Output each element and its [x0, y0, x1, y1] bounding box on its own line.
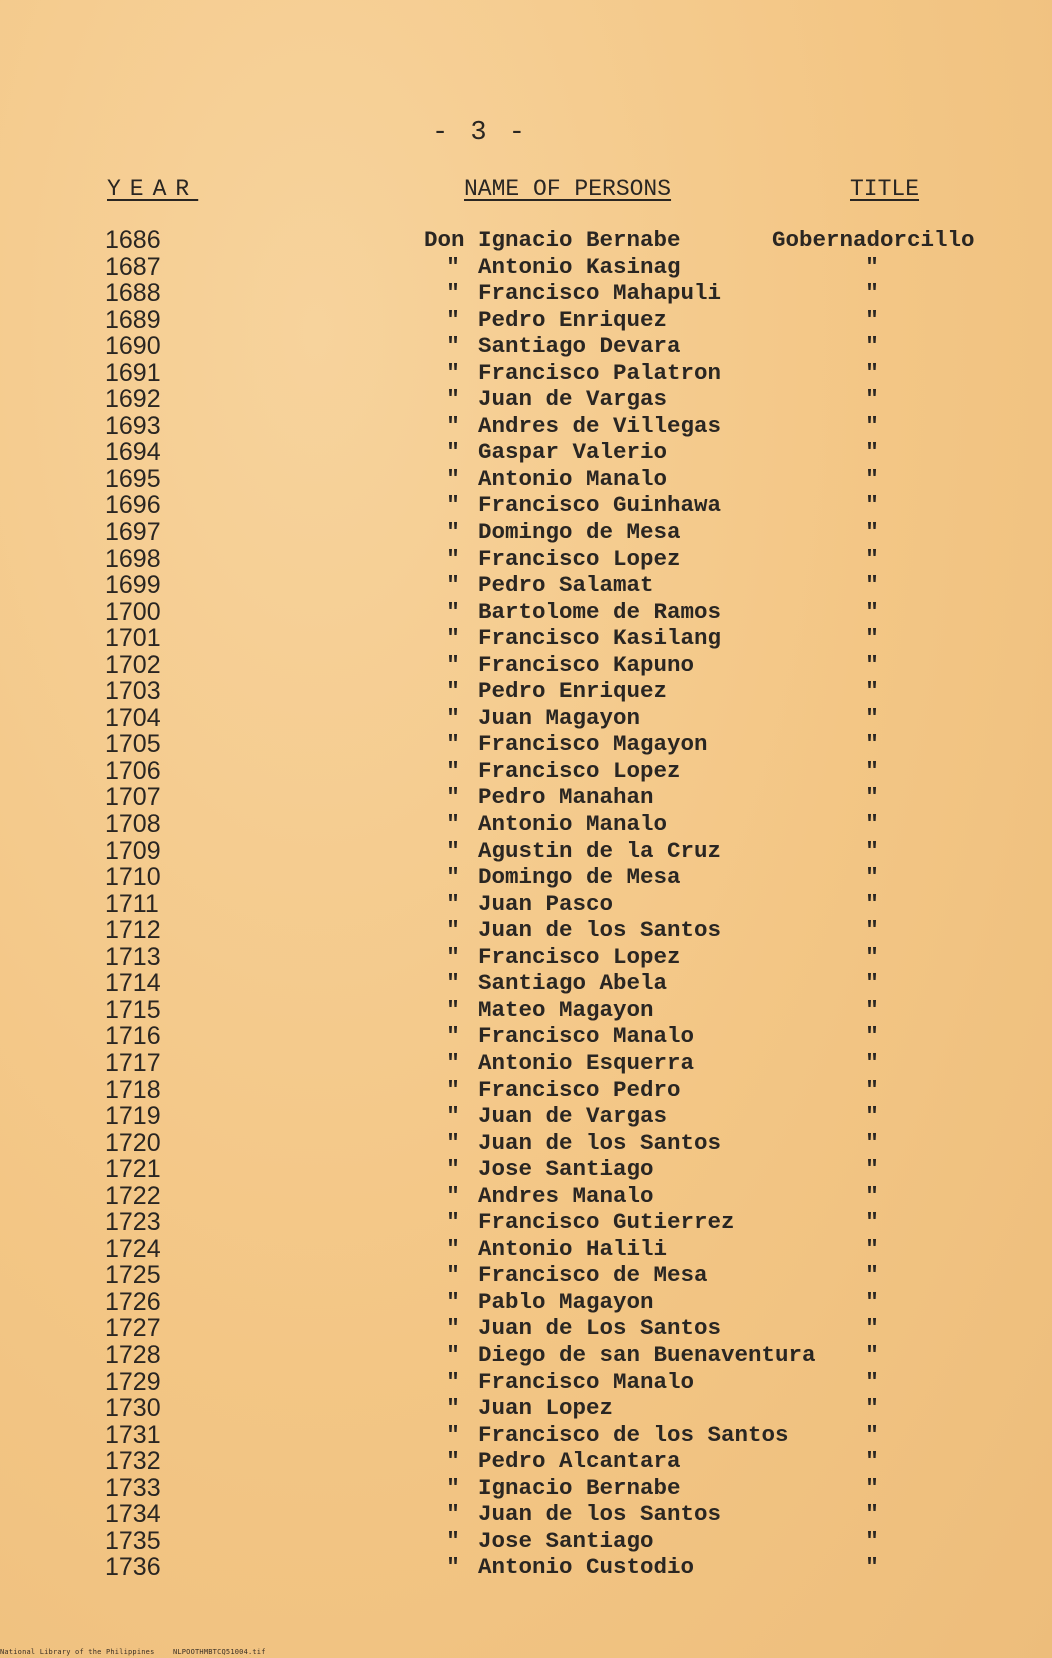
title-cell: ": [865, 651, 879, 678]
year-cell: 1718: [105, 1075, 161, 1104]
title-cell: ": [865, 1421, 879, 1448]
list-item: [0, 1554, 1052, 1581]
year-cell: 1712: [105, 916, 161, 945]
prefix-cell: ": [446, 1103, 460, 1130]
prefix-cell: ": [446, 811, 460, 838]
year-cell: 1703: [105, 677, 161, 706]
year-cell: 1688: [105, 279, 161, 308]
list-item: [0, 572, 1052, 599]
prefix-cell: ": [446, 996, 460, 1023]
list-item: [0, 997, 1052, 1024]
prefix-cell: ": [446, 917, 460, 944]
person-name: Agustin de la Cruz: [478, 837, 722, 864]
prefix-cell: ": [446, 280, 460, 307]
person-name: Francisco Lopez: [478, 545, 681, 572]
title-cell: ": [865, 280, 879, 307]
year-cell: 1729: [105, 1367, 161, 1396]
person-name: Jose Santiago: [478, 1527, 654, 1554]
person-name: Juan Lopez: [478, 1395, 614, 1422]
year-cell: 1700: [105, 597, 161, 626]
title-cell: ": [865, 731, 879, 758]
person-name: Pedro Enriquez: [478, 306, 668, 333]
year-cell: 1732: [105, 1447, 161, 1476]
title-cell: ": [865, 333, 879, 360]
title-cell: ": [865, 1129, 879, 1156]
list-item: [0, 492, 1052, 519]
year-cell: 1691: [105, 358, 161, 387]
year-column-header: YEAR: [107, 176, 199, 202]
person-name: Jose Santiago: [478, 1156, 654, 1183]
year-cell: 1717: [105, 1048, 161, 1077]
title-cell: ": [865, 492, 879, 519]
year-cell: 1728: [105, 1340, 161, 1369]
person-name: Francisco Palatron: [478, 359, 722, 386]
list-item: [0, 386, 1052, 413]
title-cell: ": [865, 519, 879, 546]
prefix-cell: ": [446, 1421, 460, 1448]
title-cell: ": [865, 996, 879, 1023]
year-cell: 1727: [105, 1314, 161, 1343]
prefix-cell: ": [446, 386, 460, 413]
title-cell: ": [865, 1103, 879, 1130]
prefix-cell: ": [446, 704, 460, 731]
person-name: Pablo Magayon: [478, 1288, 654, 1315]
year-cell: 1721: [105, 1155, 161, 1184]
list-item: [0, 439, 1052, 466]
year-cell: 1697: [105, 518, 161, 547]
list-item: [0, 254, 1052, 281]
title-cell: ": [865, 1395, 879, 1422]
year-cell: 1701: [105, 624, 161, 653]
year-cell: 1686: [105, 226, 161, 254]
prefix-cell: ": [446, 1235, 460, 1262]
officials-list: [0, 227, 1052, 1581]
year-cell: 1734: [105, 1500, 161, 1529]
person-name: Domingo de Mesa: [478, 519, 681, 546]
title-cell: ": [865, 1156, 879, 1183]
title-cell: ": [865, 439, 879, 466]
list-item: [0, 227, 1052, 254]
person-name: Antonio Halili: [478, 1235, 668, 1262]
prefix-cell: ": [446, 333, 460, 360]
title-cell: ": [865, 545, 879, 572]
year-cell: 1736: [105, 1553, 161, 1582]
title-cell: ": [865, 837, 879, 864]
list-item: [0, 1183, 1052, 1210]
year-cell: 1730: [105, 1394, 161, 1423]
year-cell: 1722: [105, 1181, 161, 1210]
list-item: [0, 519, 1052, 546]
list-item: [0, 944, 1052, 971]
person-name: Francisco Magayon: [478, 731, 708, 758]
list-item: [0, 917, 1052, 944]
person-name: Antonio Custodio: [478, 1554, 695, 1581]
person-name: Diego de san Buenaventura: [478, 1341, 816, 1368]
list-item: [0, 811, 1052, 838]
title-cell: ": [865, 784, 879, 811]
person-name: Antonio Esquerra: [478, 1049, 695, 1076]
list-item: [0, 838, 1052, 865]
year-cell: 1710: [105, 863, 161, 892]
prefix-cell: ": [446, 890, 460, 917]
title-cell: ": [865, 412, 879, 439]
person-name: Domingo de Mesa: [478, 864, 681, 891]
prefix-cell: ": [446, 784, 460, 811]
prefix-cell: ": [446, 1527, 460, 1554]
title-cell: ": [865, 1288, 879, 1315]
prefix-cell: ": [446, 1448, 460, 1475]
person-name: Francisco Lopez: [478, 943, 681, 970]
title-column-header: TITLE: [850, 176, 920, 202]
title-cell: ": [865, 572, 879, 599]
list-item: [0, 1422, 1052, 1449]
list-item: [0, 1448, 1052, 1475]
person-name: Francisco de los Santos: [478, 1421, 789, 1448]
list-item: [0, 864, 1052, 891]
list-item: [0, 784, 1052, 811]
person-name: Francisco Manalo: [478, 1023, 695, 1050]
prefix-cell: ": [446, 1129, 460, 1156]
person-name: Juan de los Santos: [478, 1129, 722, 1156]
year-cell: 1713: [105, 942, 161, 971]
prefix-cell: ": [446, 625, 460, 652]
list-item: [0, 970, 1052, 997]
title-cell: ": [865, 386, 879, 413]
list-item: [0, 1369, 1052, 1396]
footer-library: National Library of the Philippines: [0, 1648, 155, 1656]
prefix-cell: ": [446, 1315, 460, 1342]
prefix-cell: ": [446, 1288, 460, 1315]
prefix-cell: ": [446, 359, 460, 386]
year-cell: 1704: [105, 703, 161, 732]
title-cell: ": [865, 1501, 879, 1528]
person-name: Francisco Guinhawa: [478, 492, 722, 519]
title-cell: ": [865, 1474, 879, 1501]
list-item: [0, 705, 1052, 732]
year-cell: 1708: [105, 810, 161, 839]
footer-file: NLPOOTHMBTCQ51004.tif: [172, 1648, 266, 1656]
title-cell: ": [865, 1262, 879, 1289]
year-cell: 1702: [105, 650, 161, 679]
list-item: [0, 1475, 1052, 1502]
prefix-cell: ": [446, 598, 460, 625]
list-item: [0, 1262, 1052, 1289]
year-cell: 1694: [105, 438, 161, 467]
year-cell: 1690: [105, 332, 161, 361]
person-name: Mateo Magayon: [478, 996, 654, 1023]
title-cell: ": [865, 1527, 879, 1554]
prefix-cell: ": [446, 572, 460, 599]
list-item: [0, 678, 1052, 705]
year-cell: 1693: [105, 411, 161, 440]
prefix-cell: ": [446, 439, 460, 466]
list-item: [0, 758, 1052, 785]
year-cell: 1709: [105, 836, 161, 865]
person-name: Juan de Los Santos: [478, 1315, 722, 1342]
list-item: [0, 1528, 1052, 1555]
list-item: [0, 333, 1052, 360]
prefix-cell: ": [446, 1395, 460, 1422]
scan-footer: [0, 1648, 280, 1656]
person-name: Francisco Gutierrez: [478, 1209, 735, 1236]
person-name: Juan Magayon: [478, 704, 641, 731]
year-cell: 1699: [105, 571, 161, 600]
person-name: Santiago Abela: [478, 970, 668, 997]
person-name: Francisco Mahapuli: [478, 280, 722, 307]
title-cell: ": [865, 1023, 879, 1050]
year-cell: 1706: [105, 756, 161, 785]
person-name: Antonio Manalo: [478, 465, 668, 492]
list-item: [0, 280, 1052, 307]
list-item: [0, 1315, 1052, 1342]
prefix-cell: ": [446, 1501, 460, 1528]
title-cell: Gobernadorcillo: [772, 227, 975, 253]
list-item: [0, 1342, 1052, 1369]
person-name: Francisco Kapuno: [478, 651, 695, 678]
title-cell: ": [865, 1315, 879, 1342]
title-cell: ": [865, 359, 879, 386]
person-name: Francisco Kasilang: [478, 625, 722, 652]
person-name: Pedro Alcantara: [478, 1448, 681, 1475]
person-name: Andres Manalo: [478, 1182, 654, 1209]
title-cell: ": [865, 1235, 879, 1262]
person-name: Ignacio Bernabe: [478, 227, 681, 253]
person-name: Pedro Enriquez: [478, 678, 668, 705]
title-cell: ": [865, 864, 879, 891]
page-number: - 3 -: [431, 118, 528, 148]
prefix-cell: ": [446, 545, 460, 572]
person-name: Pedro Salamat: [478, 572, 654, 599]
title-cell: ": [865, 917, 879, 944]
title-cell: ": [865, 1209, 879, 1236]
title-cell: ": [865, 465, 879, 492]
year-cell: 1696: [105, 491, 161, 520]
person-name: Francisco Lopez: [478, 757, 681, 784]
year-cell: 1719: [105, 1102, 161, 1131]
title-cell: ": [865, 943, 879, 970]
person-name: Antonio Manalo: [478, 811, 668, 838]
year-cell: 1687: [105, 252, 161, 281]
year-cell: 1720: [105, 1128, 161, 1157]
list-item: [0, 546, 1052, 573]
list-item: [0, 1236, 1052, 1263]
title-cell: ": [865, 598, 879, 625]
prefix-cell: ": [446, 837, 460, 864]
year-cell: 1735: [105, 1526, 161, 1555]
list-item: [0, 1023, 1052, 1050]
list-item: [0, 891, 1052, 918]
list-item: [0, 731, 1052, 758]
prefix-cell: ": [446, 253, 460, 280]
year-cell: 1715: [105, 995, 161, 1024]
year-cell: 1723: [105, 1208, 161, 1237]
title-cell: ": [865, 1448, 879, 1475]
year-cell: 1731: [105, 1420, 161, 1449]
prefix-cell: ": [446, 1182, 460, 1209]
title-cell: ": [865, 811, 879, 838]
list-item: [0, 1209, 1052, 1236]
year-cell: 1726: [105, 1287, 161, 1316]
prefix-cell: ": [446, 519, 460, 546]
prefix-cell: ": [446, 465, 460, 492]
year-cell: 1689: [105, 305, 161, 334]
person-name: Juan Pasco: [478, 890, 614, 917]
person-name: Francisco de Mesa: [478, 1262, 708, 1289]
list-item: [0, 1050, 1052, 1077]
year-cell: 1725: [105, 1261, 161, 1290]
list-item: [0, 1156, 1052, 1183]
person-name: Andres de Villegas: [478, 412, 722, 439]
prefix-cell: ": [446, 1262, 460, 1289]
prefix-cell: ": [446, 731, 460, 758]
list-item: [0, 1289, 1052, 1316]
prefix-cell: ": [446, 1076, 460, 1103]
list-item: [0, 599, 1052, 626]
prefix-cell: ": [446, 1474, 460, 1501]
list-item: [0, 1077, 1052, 1104]
list-item: [0, 1130, 1052, 1157]
list-item: [0, 413, 1052, 440]
person-name: Juan de los Santos: [478, 1501, 722, 1528]
list-item: [0, 360, 1052, 387]
person-name: Ignacio Bernabe: [478, 1474, 681, 1501]
prefix-cell: ": [446, 1209, 460, 1236]
list-item: [0, 625, 1052, 652]
year-cell: 1692: [105, 385, 161, 414]
year-cell: 1695: [105, 464, 161, 493]
year-cell: 1698: [105, 544, 161, 573]
title-cell: ": [865, 1368, 879, 1395]
prefix-cell: ": [446, 943, 460, 970]
title-cell: ": [865, 1341, 879, 1368]
year-cell: 1705: [105, 730, 161, 759]
year-cell: 1716: [105, 1022, 161, 1051]
title-cell: ": [865, 678, 879, 705]
prefix-cell: ": [446, 1368, 460, 1395]
prefix-cell: ": [446, 678, 460, 705]
title-cell: ": [865, 757, 879, 784]
title-cell: ": [865, 1182, 879, 1209]
list-item: [0, 1395, 1052, 1422]
person-name: Santiago Devara: [478, 333, 681, 360]
prefix-cell: ": [446, 306, 460, 333]
year-cell: 1733: [105, 1473, 161, 1502]
list-item: [0, 1103, 1052, 1130]
prefix-cell: ": [446, 412, 460, 439]
prefix-cell: ": [446, 651, 460, 678]
year-cell: 1724: [105, 1234, 161, 1263]
person-name: Gaspar Valerio: [478, 439, 668, 466]
title-cell: ": [865, 704, 879, 731]
title-cell: ": [865, 970, 879, 997]
prefix-cell: ": [446, 1554, 460, 1581]
title-cell: ": [865, 1076, 879, 1103]
year-cell: 1711: [105, 889, 159, 918]
prefix-cell: Don: [424, 227, 465, 253]
name-column-header: NAME OF PERSONS: [464, 176, 672, 202]
list-item: [0, 1501, 1052, 1528]
person-name: Pedro Manahan: [478, 784, 654, 811]
prefix-cell: ": [446, 1156, 460, 1183]
prefix-cell: ": [446, 757, 460, 784]
title-cell: ": [865, 625, 879, 652]
year-cell: 1707: [105, 783, 161, 812]
prefix-cell: ": [446, 1023, 460, 1050]
list-item: [0, 466, 1052, 493]
person-name: Juan de Vargas: [478, 1103, 668, 1130]
prefix-cell: ": [446, 1049, 460, 1076]
prefix-cell: ": [446, 492, 460, 519]
prefix-cell: ": [446, 1341, 460, 1368]
prefix-cell: ": [446, 864, 460, 891]
title-cell: ": [865, 890, 879, 917]
title-cell: ": [865, 306, 879, 333]
person-name: Francisco Manalo: [478, 1368, 695, 1395]
person-name: Antonio Kasinag: [478, 253, 681, 280]
prefix-cell: ": [446, 970, 460, 997]
year-cell: 1714: [105, 969, 161, 998]
person-name: Juan de Vargas: [478, 386, 668, 413]
person-name: Juan de los Santos: [478, 917, 722, 944]
person-name: Francisco Pedro: [478, 1076, 681, 1103]
title-cell: ": [865, 1049, 879, 1076]
list-item: [0, 307, 1052, 334]
list-item: [0, 652, 1052, 679]
title-cell: ": [865, 1554, 879, 1581]
title-cell: ": [865, 253, 879, 280]
person-name: Bartolome de Ramos: [478, 598, 722, 625]
